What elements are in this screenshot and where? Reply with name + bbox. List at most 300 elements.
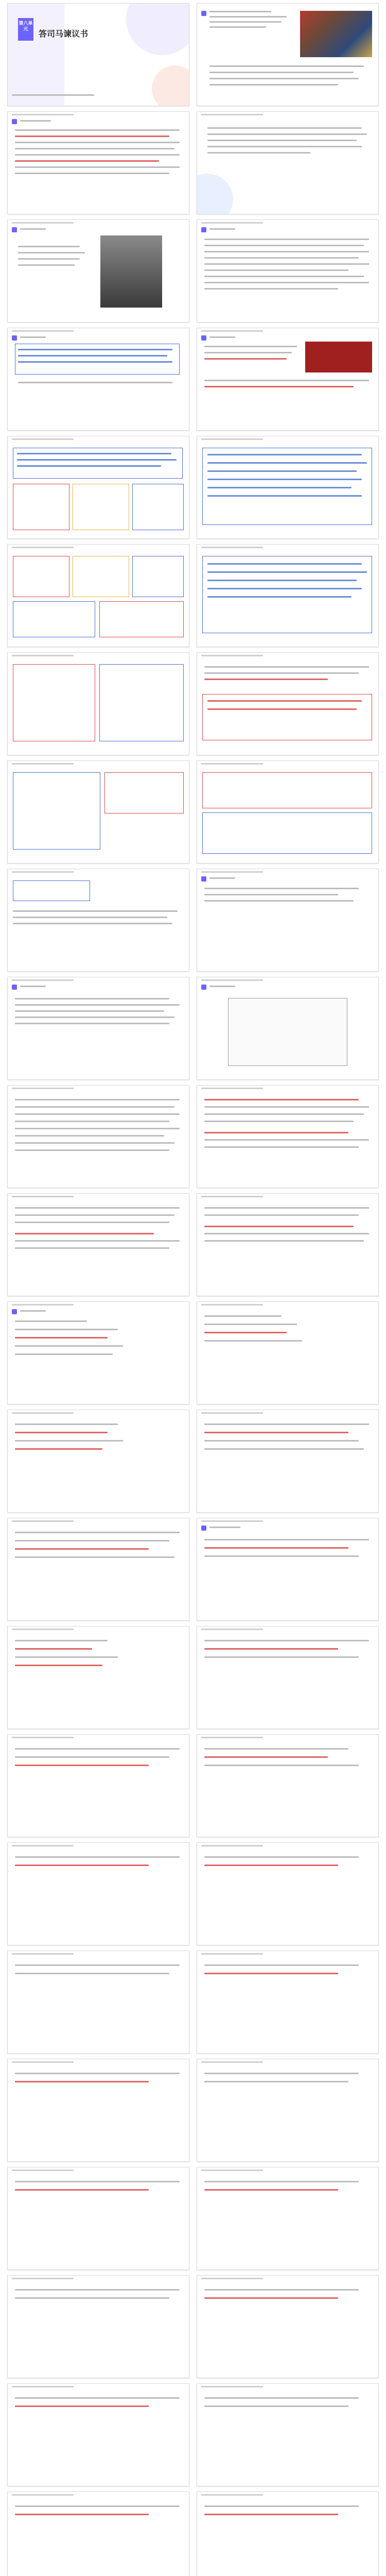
text-line-highlight [204, 1099, 359, 1100]
text-line [204, 245, 364, 246]
text-line [204, 239, 369, 240]
text-line-highlight [15, 1648, 92, 1650]
text-line [209, 877, 235, 879]
text-line [204, 1113, 364, 1115]
text-line [15, 1756, 169, 1758]
text-box [13, 880, 90, 901]
slide[interactable] [7, 219, 189, 323]
text-line [209, 336, 235, 338]
text-line [209, 78, 359, 79]
image-panel [305, 342, 372, 372]
text-line-highlight [15, 160, 159, 162]
text-line [204, 2397, 359, 2399]
slide[interactable] [197, 2059, 379, 2162]
slide-header [12, 1629, 74, 1630]
slide[interactable] [197, 3, 379, 106]
decor-circle [126, 3, 189, 55]
text-line [15, 1556, 174, 1558]
cover-title: 答司马谏议书 [39, 29, 89, 39]
text-line [18, 264, 75, 266]
text-line [18, 246, 80, 247]
text-line [15, 1532, 180, 1533]
text-line-highlight [15, 1448, 102, 1450]
illustration-image [300, 11, 372, 57]
text-line [209, 72, 354, 73]
text-line-highlight [204, 1865, 338, 1866]
slide[interactable] [197, 977, 379, 1080]
text-line [15, 1004, 180, 1006]
slide-header [201, 547, 263, 548]
text-line [15, 1423, 118, 1425]
text-line [204, 2073, 359, 2074]
slide[interactable] [7, 1626, 189, 1729]
text-line [15, 1540, 169, 1541]
text-box [202, 556, 372, 633]
text-line [204, 346, 297, 347]
text-line [204, 1121, 354, 1122]
text-line [15, 1121, 169, 1122]
slide-header [12, 114, 74, 115]
slide-header [201, 1737, 263, 1738]
text-line [204, 1340, 302, 1342]
text-line [15, 1656, 118, 1658]
text-line [15, 1329, 118, 1330]
text-line [20, 336, 46, 338]
section-badge [201, 335, 206, 341]
slide[interactable] [7, 1734, 189, 1837]
text-line [17, 465, 161, 467]
text-line [15, 2073, 180, 2074]
text-line [204, 282, 369, 283]
text-line [15, 1748, 180, 1750]
slide[interactable] [197, 111, 379, 214]
slide-header [12, 979, 74, 981]
text-line [204, 1748, 348, 1750]
section-badge [201, 227, 206, 232]
slide[interactable] [7, 1301, 189, 1404]
text-line [204, 276, 364, 277]
slide[interactable] [7, 1842, 189, 1945]
text-line [15, 1964, 180, 1966]
section-badge [201, 11, 206, 16]
text-line [15, 1214, 174, 1216]
slide[interactable] [197, 219, 379, 323]
text-line [13, 917, 167, 918]
text-line [15, 142, 180, 143]
text-line [204, 2081, 348, 2082]
text-line [15, 2505, 180, 2507]
slide-header [12, 2494, 74, 2496]
text-line [204, 666, 369, 668]
slide-header [12, 2278, 74, 2279]
slide[interactable] [7, 1518, 189, 1621]
slide[interactable] [7, 2492, 189, 2576]
text-line-highlight [204, 2297, 338, 2299]
text-line [204, 1214, 359, 1216]
slide-header [12, 1520, 74, 1522]
slide-header [201, 1088, 263, 1089]
text-line [15, 1247, 169, 1249]
text-line [204, 1146, 359, 1148]
text-line-highlight [204, 1973, 338, 1974]
text-line [207, 563, 362, 565]
text-line-highlight [204, 1648, 338, 1650]
text-line [18, 382, 172, 383]
text-box [132, 484, 184, 530]
text-line [15, 129, 180, 131]
text-line [204, 900, 354, 902]
text-line [204, 2505, 359, 2507]
text-line [15, 1973, 169, 1974]
text-line [204, 352, 292, 353]
text-line [15, 2397, 180, 2399]
text-line [207, 571, 367, 573]
slide-header [12, 1737, 74, 1738]
text-line-highlight [15, 2081, 149, 2082]
structure-diagram [228, 998, 347, 1066]
text-line [207, 454, 362, 455]
slide[interactable] [7, 1410, 189, 1513]
text-line [209, 65, 364, 67]
text-line [209, 986, 235, 987]
text-box [13, 448, 183, 479]
slide[interactable] [7, 1951, 189, 2054]
text-line [207, 580, 357, 581]
slide-header [12, 2061, 74, 2063]
text-line [15, 148, 174, 149]
text-line [204, 2405, 348, 2407]
section-badge [201, 1526, 206, 1531]
slide-header [201, 2061, 263, 2063]
cover-subtitle-line [12, 94, 94, 96]
slide-header [201, 222, 263, 224]
text-line-highlight [204, 1132, 348, 1133]
text-line [204, 380, 369, 381]
text-line [17, 459, 177, 461]
text-line [18, 252, 85, 253]
text-line-highlight [15, 1665, 102, 1666]
text-line-highlight [15, 1865, 149, 1866]
text-line [204, 2289, 359, 2291]
slide[interactable] [7, 2383, 189, 2486]
slide[interactable] [197, 1842, 379, 1945]
slide-header [201, 2494, 263, 2496]
slide[interactable] [7, 652, 189, 755]
slide[interactable] [197, 652, 379, 755]
text-line [204, 1423, 369, 1425]
slide-header [201, 1520, 263, 1522]
text-box [73, 484, 129, 530]
slide-header [201, 2278, 263, 2279]
text-line [15, 166, 180, 168]
text-box [202, 448, 372, 525]
text-line [207, 479, 362, 480]
section-badge [12, 335, 17, 341]
section-badge [12, 227, 17, 232]
slide-header [12, 2386, 74, 2387]
text-line [207, 146, 362, 147]
text-line [209, 16, 287, 18]
text-line [15, 154, 180, 156]
text-line [204, 1324, 297, 1325]
text-box [104, 772, 184, 814]
slide-header [12, 1953, 74, 1955]
text-line [204, 288, 338, 290]
text-line [15, 1010, 164, 1012]
text-line [20, 120, 51, 122]
text-box [202, 812, 372, 854]
slide[interactable] [7, 977, 189, 1080]
text-line [15, 1856, 180, 1858]
slide-header [201, 2170, 263, 2171]
text-line [13, 923, 172, 924]
slide-header [201, 1845, 263, 1846]
slide-cover[interactable] [7, 3, 189, 106]
text-line [207, 127, 362, 129]
slide-header [201, 1196, 263, 1197]
text-box [13, 484, 69, 530]
text-line [20, 1310, 46, 1312]
slide-header [201, 1412, 263, 1414]
text-line [204, 1106, 369, 1108]
text-box [15, 344, 180, 375]
text-line-highlight [15, 1548, 149, 1550]
slide[interactable] [7, 1193, 189, 1296]
slide[interactable] [7, 436, 189, 539]
text-line [15, 2297, 169, 2299]
text-box [13, 556, 69, 597]
text-line [207, 152, 310, 154]
text-line [204, 1856, 359, 1858]
text-line-highlight [15, 135, 169, 137]
text-line-highlight [204, 386, 354, 387]
text-line [204, 1656, 359, 1658]
text-line [204, 2181, 359, 2182]
text-box [13, 772, 100, 850]
slide-header [201, 979, 263, 981]
slide[interactable] [197, 328, 379, 431]
cover-left-panel [8, 4, 64, 106]
slide[interactable] [7, 544, 189, 647]
slide-header [12, 871, 74, 873]
slide-header [201, 655, 263, 656]
slide[interactable] [197, 2167, 379, 2270]
slide[interactable] [197, 1193, 379, 1296]
text-line [207, 596, 352, 598]
slide-header [12, 330, 74, 332]
text-line [204, 257, 359, 259]
text-line-highlight [15, 1337, 108, 1338]
text-line [204, 1765, 359, 1766]
slide[interactable] [197, 1951, 379, 2054]
slide-header [12, 438, 74, 440]
slide[interactable] [7, 2275, 189, 2378]
slide-header [201, 1304, 263, 1306]
slide-header [201, 330, 263, 332]
slide[interactable] [197, 2275, 379, 2378]
slide[interactable] [7, 2059, 189, 2162]
slide[interactable] [197, 436, 379, 539]
text-line [204, 1555, 359, 1557]
slide-header [12, 655, 74, 656]
slide[interactable] [7, 2167, 189, 2270]
slide-header [12, 222, 74, 224]
text-line [209, 26, 266, 28]
text-line [13, 910, 178, 912]
text-line-highlight [204, 2189, 338, 2191]
text-line [204, 269, 348, 271]
text-line [15, 1222, 169, 1223]
text-line [15, 1640, 108, 1641]
section-badge [201, 985, 206, 990]
text-line [15, 1106, 174, 1108]
text-box [99, 601, 184, 637]
text-line [204, 1640, 369, 1641]
text-line-highlight [204, 1547, 348, 1549]
text-line-highlight [15, 1233, 154, 1234]
text-line [207, 133, 367, 135]
text-line [209, 1527, 240, 1528]
slide[interactable] [197, 2492, 379, 2576]
text-line [18, 349, 172, 350]
text-line [204, 1240, 364, 1242]
text-line [204, 1233, 369, 1234]
text-line [204, 1539, 369, 1540]
slide[interactable] [197, 1518, 379, 1621]
slide[interactable] [197, 1626, 379, 1729]
slide[interactable] [7, 1085, 189, 1188]
text-box [13, 601, 95, 637]
text-line [15, 1128, 180, 1129]
text-line [204, 672, 359, 674]
slide-header [12, 1196, 74, 1197]
text-box [73, 556, 129, 597]
slide-header [12, 547, 74, 548]
slide[interactable] [197, 1085, 379, 1188]
text-line [204, 1207, 369, 1209]
unit-tag: 第八单元 [18, 18, 33, 41]
slide[interactable] [7, 760, 189, 863]
text-line [204, 1448, 364, 1450]
text-line-highlight [204, 679, 328, 680]
text-line [204, 251, 369, 252]
text-line [18, 258, 80, 260]
text-line [15, 1440, 123, 1442]
slide-header [201, 114, 263, 115]
slide[interactable] [7, 328, 189, 431]
text-line [15, 1142, 174, 1144]
slide[interactable] [7, 869, 189, 972]
text-line-highlight [15, 2405, 149, 2407]
text-line [15, 998, 169, 999]
text-line [15, 2181, 180, 2182]
text-line [207, 588, 362, 589]
text-line [18, 361, 172, 363]
slide[interactable] [197, 1410, 379, 1513]
text-line [15, 1207, 180, 1209]
text-line-highlight [204, 1432, 348, 1433]
portrait-image [100, 235, 162, 308]
text-box [132, 556, 184, 597]
section-badge [12, 985, 17, 990]
text-line [15, 1353, 113, 1355]
text-line-highlight [204, 358, 287, 360]
text-line [207, 487, 352, 488]
section-badge [201, 876, 206, 882]
slide-header [12, 1304, 74, 1306]
text-line [207, 708, 357, 710]
text-line [209, 84, 338, 86]
text-line-highlight [204, 1756, 328, 1758]
text-line [15, 1135, 164, 1137]
slide[interactable] [7, 111, 189, 214]
text-line [204, 263, 369, 265]
text-line [15, 173, 169, 174]
text-line [204, 888, 359, 889]
slide[interactable] [197, 2383, 379, 2486]
slide[interactable] [197, 544, 379, 647]
text-line [15, 1320, 87, 1322]
slide-header [12, 1845, 74, 1846]
slide-header [12, 1088, 74, 1089]
text-box [13, 664, 95, 741]
slide-header [201, 1953, 263, 1955]
slide-header [12, 2170, 74, 2171]
text-line [15, 1113, 180, 1115]
text-line [207, 470, 357, 472]
slide-header [201, 1629, 263, 1630]
text-line-highlight [204, 2514, 338, 2515]
text-line [15, 1099, 180, 1100]
slide[interactable] [197, 1734, 379, 1837]
text-line [209, 21, 282, 23]
slide-header [201, 2386, 263, 2387]
text-line [20, 228, 46, 230]
section-badge [12, 119, 17, 124]
text-line [207, 700, 362, 702]
text-line [204, 1315, 282, 1317]
text-line [15, 1240, 180, 1242]
text-line [204, 1139, 369, 1141]
text-line [18, 355, 167, 357]
text-line-highlight [15, 2514, 149, 2515]
slide-header [201, 763, 263, 765]
slide[interactable] [197, 1301, 379, 1404]
slide[interactable] [197, 760, 379, 863]
text-line [15, 1345, 123, 1347]
text-line [207, 495, 362, 497]
text-box [202, 772, 372, 808]
slide-header [12, 1412, 74, 1414]
text-line [209, 11, 271, 12]
decor-circle [152, 65, 189, 106]
slide-header [201, 871, 263, 873]
text-line-highlight [15, 1765, 149, 1766]
text-line [15, 1023, 169, 1024]
slide-header [201, 438, 263, 440]
text-line [209, 228, 235, 230]
text-line [204, 1964, 359, 1966]
section-badge [12, 1309, 17, 1314]
text-line [15, 1149, 169, 1151]
text-line [20, 986, 46, 987]
text-box [99, 664, 184, 741]
decor-circle [197, 174, 233, 214]
slide-header [12, 763, 74, 765]
slide[interactable] [197, 869, 379, 972]
text-line [207, 140, 357, 141]
text-line [15, 2289, 180, 2291]
